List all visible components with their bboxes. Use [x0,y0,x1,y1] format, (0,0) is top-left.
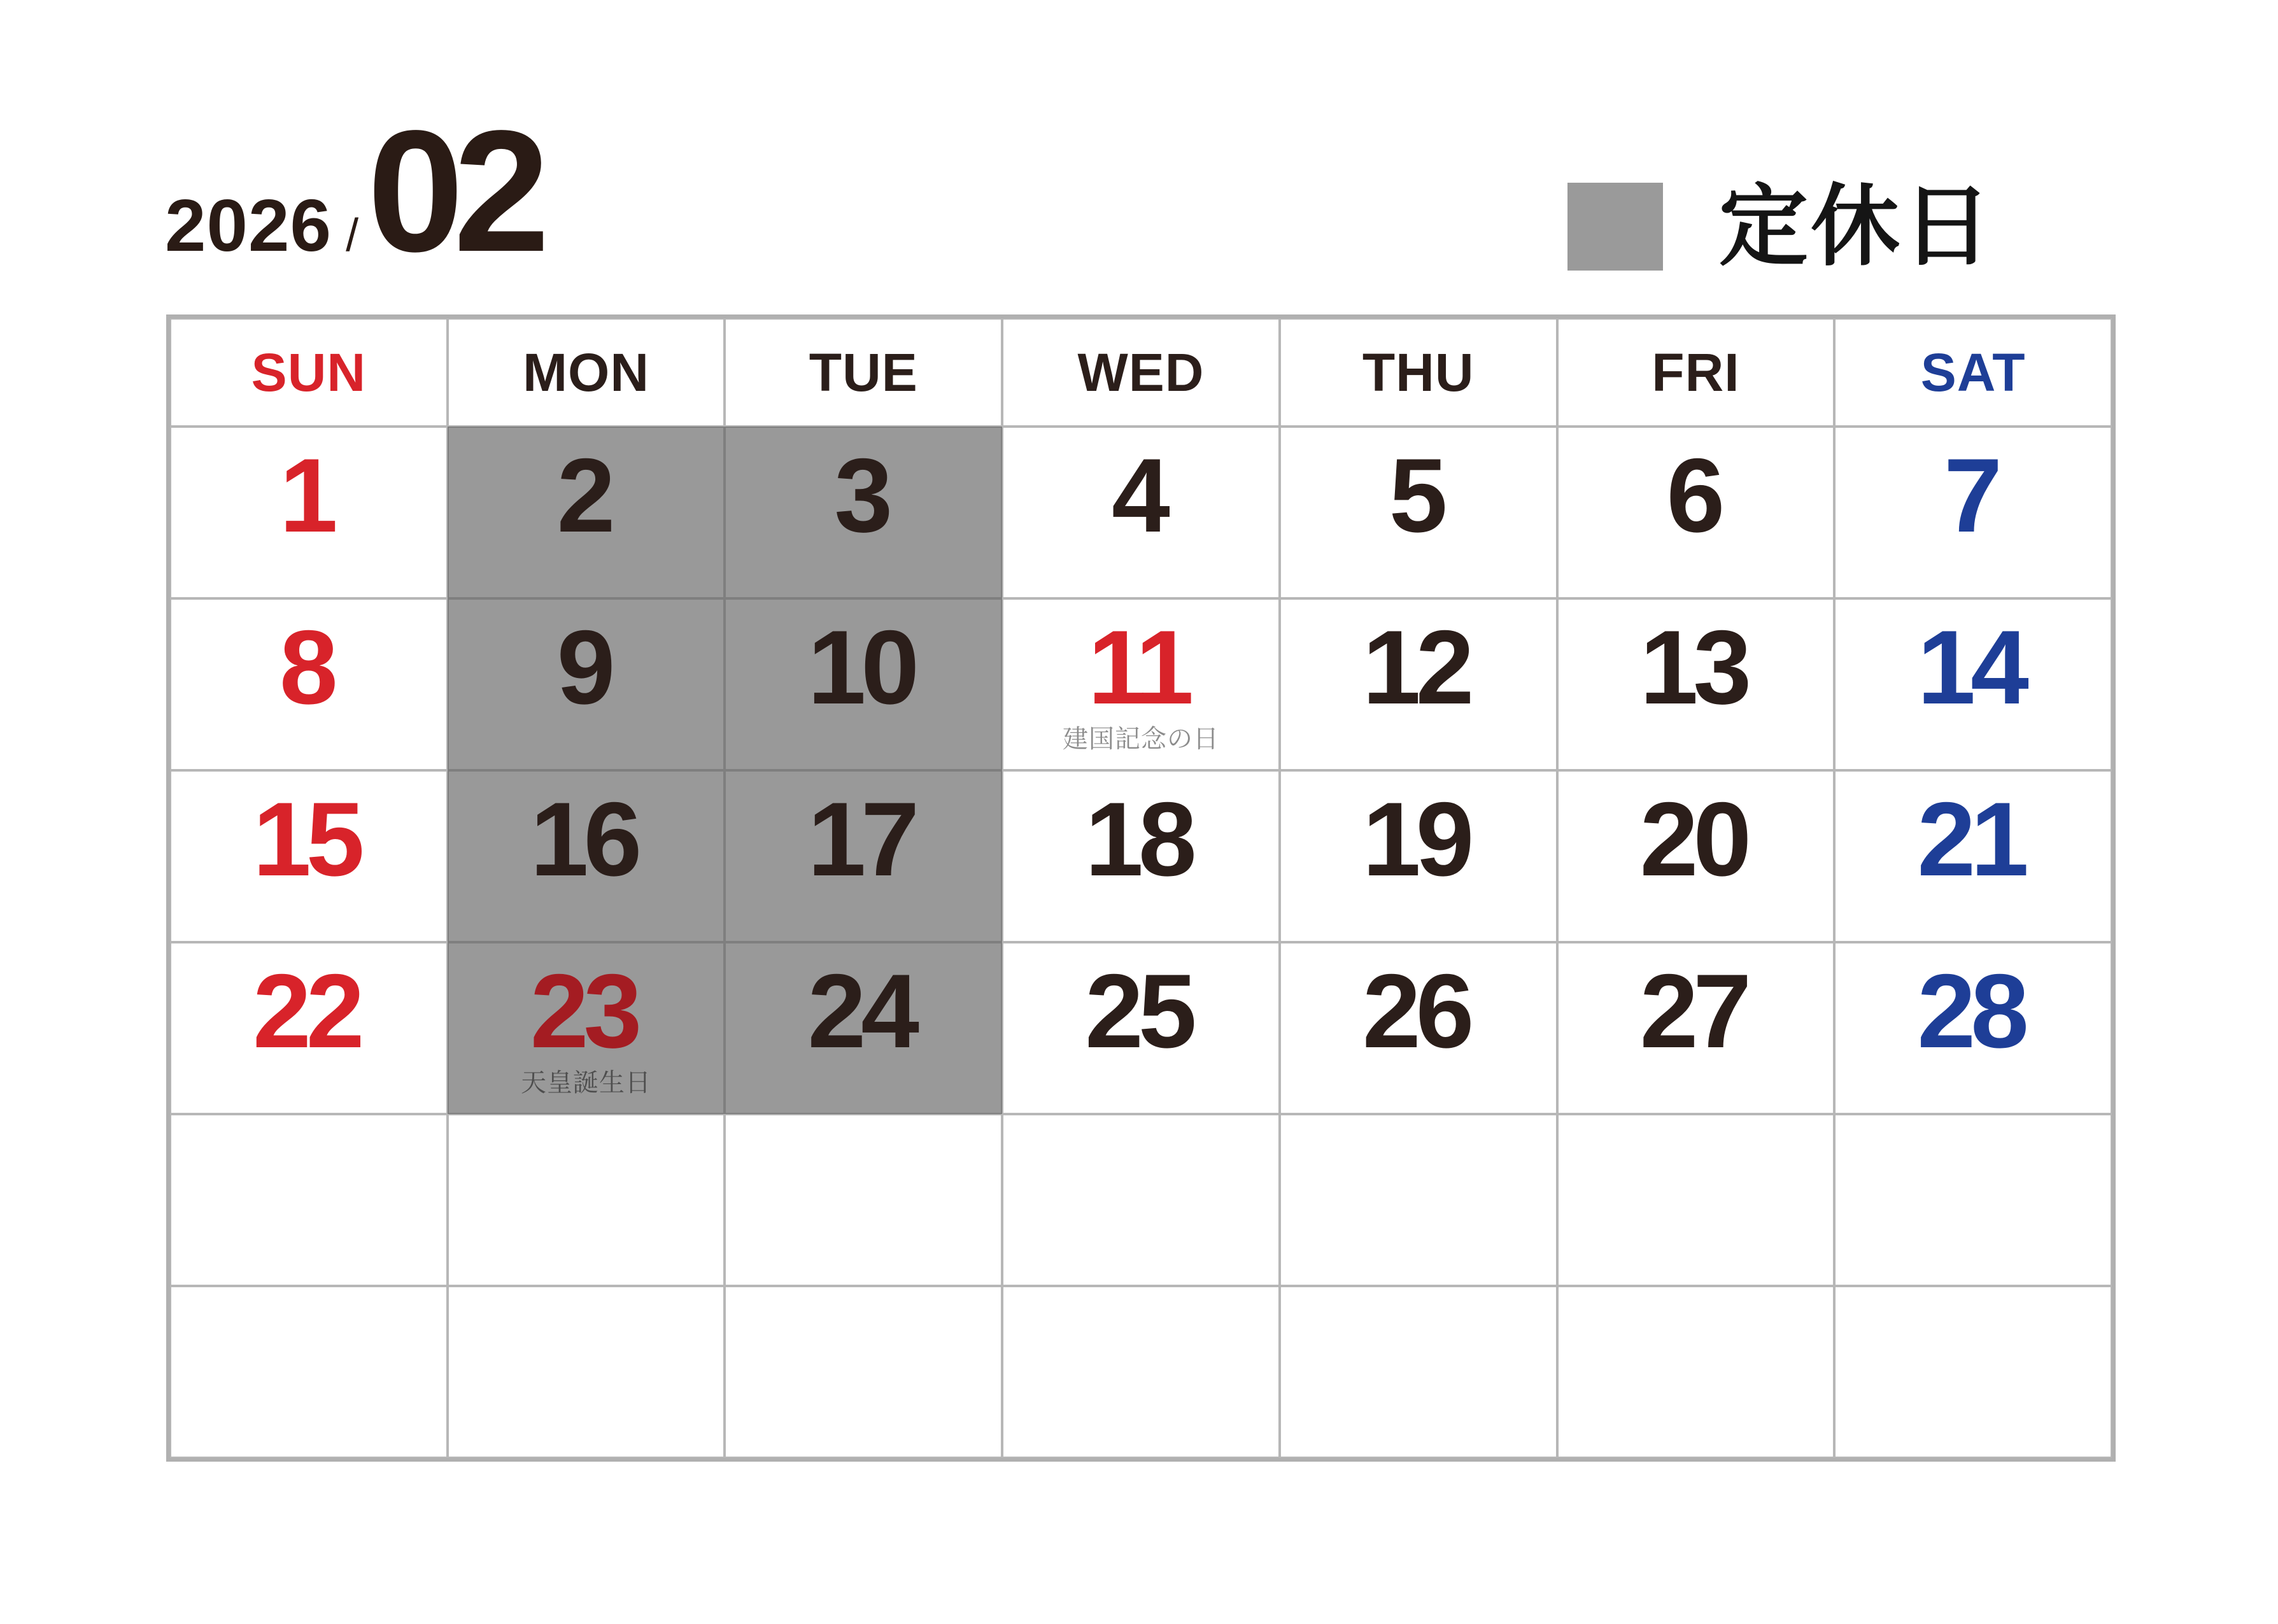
calendar-cell-12 [1280,598,1557,770]
closed-day-legend [1567,176,1995,276]
day-number: 27 [1639,952,1747,1070]
holiday-label: 建国記念の日 [1062,725,1219,753]
calendar-cell-22 [170,942,448,1114]
day-number: 22 [253,952,360,1070]
calendar-cell-empty [1280,1286,1557,1458]
day-number: 24 [807,952,915,1070]
day-number: 13 [1639,609,1747,726]
day-number: 20 [1639,780,1747,898]
day-number: 7 [1944,437,1998,554]
day-number: 28 [1917,952,2024,1070]
calendar-cell-20 [1557,770,1835,942]
day-number: 26 [1362,952,1469,1070]
calendar-cell-empty [448,1286,725,1458]
day-number: 21 [1917,780,2024,898]
calendar-cell-25 [1002,942,1280,1114]
title-year: 2026 [165,184,332,267]
calendar-cell-26 [1280,942,1557,1114]
calendar-cell-21 [1834,770,2112,942]
day-number: 5 [1389,437,1443,554]
calendar-cell-18 [1002,770,1280,942]
day-number: 9 [556,609,611,726]
day-number: 16 [530,780,637,898]
day-number: 6 [1666,437,1720,554]
calendar-cell-1 [170,427,448,598]
calendar-cell-2 [448,427,725,598]
day-number: 10 [807,609,915,726]
calendar-cell-8 [170,598,448,770]
page-title [165,94,540,288]
weekday-header-fri: FRI [1557,318,1835,427]
calendar-cell-7 [1834,427,2112,598]
calendar-cell-28 [1834,942,2112,1114]
title-separator: / [346,210,359,261]
calendar-cell-27 [1557,942,1835,1114]
calendar-cell-empty [1557,1286,1835,1458]
weekday-header-sat: SAT [1834,318,2112,427]
calendar-cell-15 [170,770,448,942]
calendar-grid [166,314,2116,1462]
calendar-cell-16 [448,770,725,942]
day-number: 11 [1087,609,1189,726]
calendar-cell-9 [448,598,725,770]
calendar-cell-empty [448,1114,725,1286]
calendar-cell-4 [1002,427,1280,598]
calendar-cell-24 [725,942,1002,1114]
calendar-cell-13 [1557,598,1835,770]
day-number: 23 [530,952,637,1070]
calendar-cell-empty [725,1286,1002,1458]
calendar-cell-empty [170,1114,448,1286]
day-number: 8 [279,609,333,726]
day-number: 2 [556,437,611,554]
day-number: 15 [253,780,360,898]
day-number: 19 [1362,780,1469,898]
calendar-cell-11 [1002,598,1280,770]
holiday-label: 天皇誕生日 [521,1069,652,1097]
calendar-cell-empty [1002,1286,1280,1458]
calendar-cell-19 [1280,770,1557,942]
weekday-header-mon: MON [448,318,725,427]
calendar-cell-3 [725,427,1002,598]
calendar-cell-14 [1834,598,2112,770]
calendar-cell-empty [1557,1114,1835,1286]
day-number: 14 [1917,609,2024,726]
calendar-cell-empty [170,1286,448,1458]
closed-day-swatch [1567,183,1663,271]
calendar-cell-empty [1280,1114,1557,1286]
calendar-cell-empty [725,1114,1002,1286]
calendar-cell-5 [1280,427,1557,598]
title-month: 02 [367,94,540,288]
calendar-cell-10 [725,598,1002,770]
weekday-header-thu: THU [1280,318,1557,427]
closed-day-label: 定休日 [1719,176,1995,276]
weekday-header-tue: TUE [725,318,1002,427]
day-number: 25 [1085,952,1192,1070]
day-number: 18 [1085,780,1192,898]
day-number: 12 [1362,609,1469,726]
day-number: 1 [279,437,333,554]
calendar-cell-empty [1834,1286,2112,1458]
weekday-header-sun: SUN [170,318,448,427]
day-number: 17 [807,780,915,898]
calendar-cell-17 [725,770,1002,942]
calendar-cell-empty [1002,1114,1280,1286]
calendar-cell-23 [448,942,725,1114]
day-number: 3 [834,437,888,554]
calendar-cell-empty [1834,1114,2112,1286]
day-number: 4 [1112,437,1165,554]
calendar-cell-6 [1557,427,1835,598]
weekday-header-wed: WED [1002,318,1280,427]
